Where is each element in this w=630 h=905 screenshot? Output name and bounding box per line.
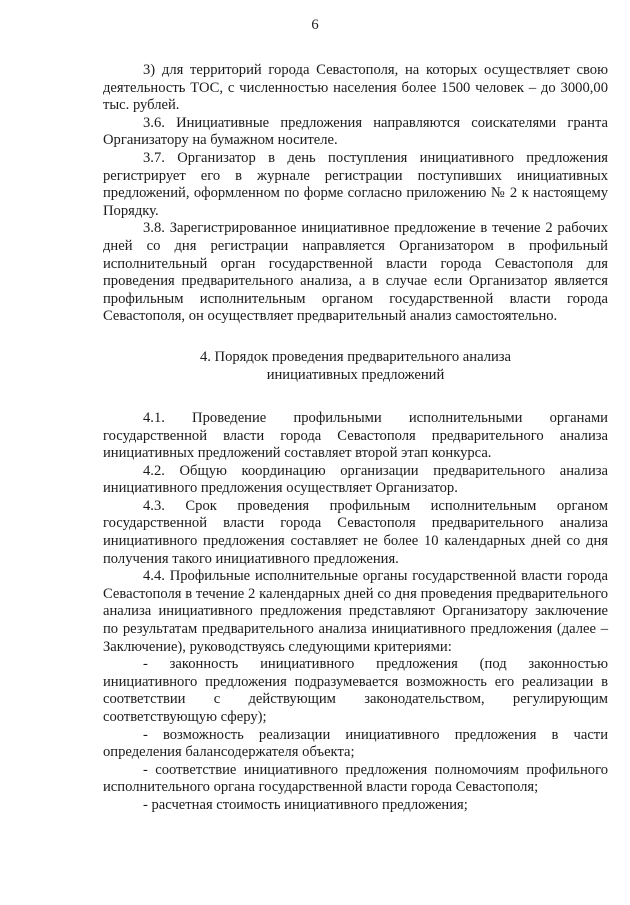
paragraph-4-1: 4.1. Проведение профильными исполнительными органами государственной власти города Севастополя предварительного анализа инициативных предложений составляет второй этап конкурса. — [103, 409, 608, 462]
criterion-balance-holder: - возможность реализации инициативного предложения в части определения балансодержателя объекта; — [103, 726, 608, 761]
paragraph-4-4: 4.4. Профильные исполнительные органы государственной власти города Севастополя в течение 2 календарных дней со дня проведения предварительного анализа инициативного предложения представляют Организатору заключение по результатам предварительного анализа инициативного предложения (далее – Заключение), руководствуясь следующими критериями: — [103, 568, 608, 655]
criterion-estimated-cost: - расчетная стоимость инициативного предложения; — [143, 796, 468, 813]
section-heading-line-2: инициативных предложений — [266, 366, 445, 383]
document-body — [103, 62, 608, 815]
criterion-authority-compliance: - соответствие инициативного предложения полномочиям профильного исполнительного органа государственной власти города Севастополя; — [103, 761, 608, 796]
page-number: 6 — [311, 17, 319, 33]
paragraph-4-3: 4.3. Срок проведения профильным исполнительным органом государственной власти города Севастополя предварительного анализа инициативного предложения составляет не более 10 календарных дней со дня получения такого инициативного предложения. — [103, 497, 608, 567]
paragraph-3-5-item-3: 3) для территорий города Севастополя, на которых осуществляет свою деятельность ТОС, с численностью населения более 1500 человек – до 3000,00 тыс. рублей. — [103, 62, 608, 114]
paragraph-3-6: 3.6. Инициативные предложения направляются соискателями гранта Организатору на бумажном носителе. — [103, 114, 608, 149]
criterion-legality: - законность инициативного предложения (под законностью инициативного предложения подразумевается возможность его реализации в соответствии с действующим законодательством, регулирующим соответствующую сферу); — [103, 656, 608, 725]
section-heading — [103, 348, 608, 384]
paragraph-3-7: 3.7. Организатор в день поступления инициативного предложения регистрирует его в журнале регистрации поступивших инициативных предложений, оформленном по форме согласно приложению № 2 к настоящему Порядку. — [103, 149, 608, 219]
section-heading-line-1: 4. Порядок проведения предварительного анализа — [199, 348, 512, 365]
paragraph-3-8: 3.8. Зарегистрированное инициативное предложение в течение 2 рабочих дней со дня регистрации направляется Организатором в профильный исполнительный орган государственной власти города Севастополя для проведения предварительного анализа, а в случае если Организатор является профильным исполнительным органом государственной власти города Севастополя, он осуществляет предварительный анализ самостоятельно. — [103, 220, 608, 325]
paragraph-4-2: 4.2. Общую координацию организации предварительного анализа инициативного предложения осуществляет Организатор. — [103, 462, 608, 497]
